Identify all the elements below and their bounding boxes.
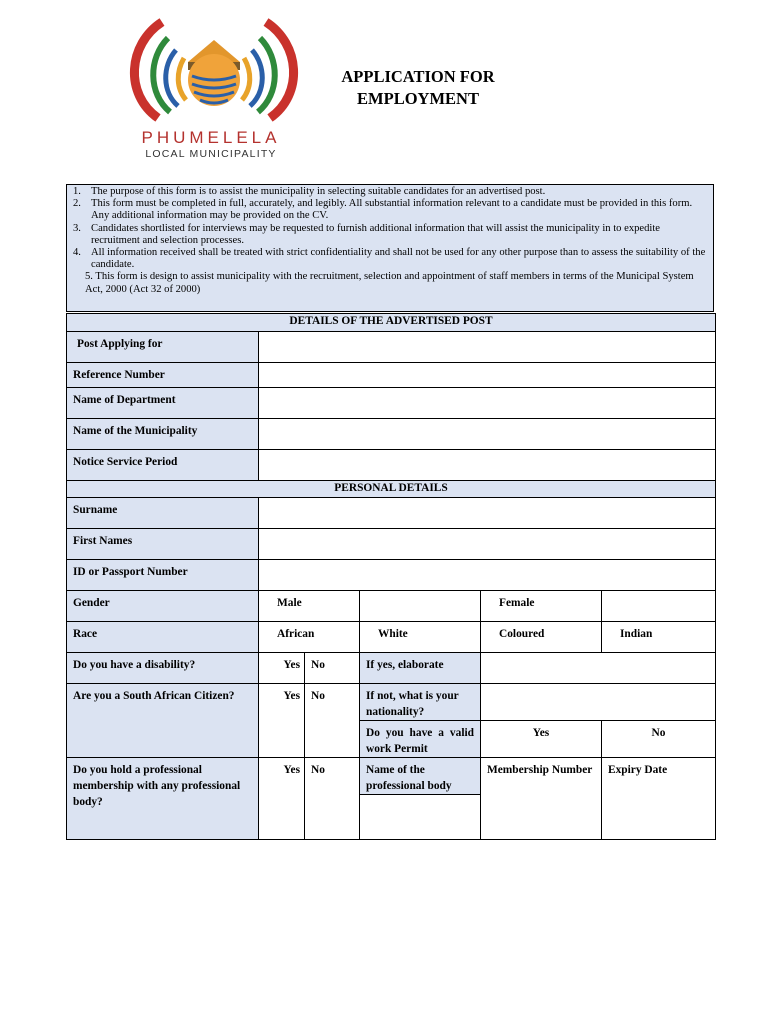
disability-yes-option[interactable]: Yes	[259, 653, 305, 684]
professional-body-label: Name of the professional body	[360, 758, 481, 795]
race-african-option[interactable]: African	[259, 622, 360, 653]
section-heading-advertised-post: DETAILS OF THE ADVERTISED POST	[67, 314, 716, 332]
nationality-label: If not, what is your nationality?	[360, 684, 481, 721]
instruction-item: 2. This form must be completed in full, accurately, and legibly. All substantial information relevant to a candidate must be provided in this form. Any additional information may be provided on the CV.	[73, 198, 693, 222]
field-label-department: Name of Department	[67, 388, 259, 419]
reference-number-input[interactable]	[259, 363, 716, 388]
field-label-membership: Do you hold a professional membership with any professional body?	[67, 758, 259, 840]
instruction-item: 5. This form is design to assist municipality with the recruitment, selection and appointment of staff members in terms of the Municipal System Act, 2000 (Act 32 of 2000)	[85, 271, 694, 295]
instruction-item: 4. All information received shall be treated with strict confidentiality and shall not be used for any other purpose than to assess the suitability of the candidate.	[73, 247, 706, 271]
field-label-race: Race	[67, 622, 259, 653]
citizen-no-option[interactable]: No	[305, 684, 360, 758]
field-label-post: Post Applying for	[67, 332, 259, 363]
field-label-surname: Surname	[67, 498, 259, 529]
instruction-item: 1. The purpose of this form is to assist the municipality in selecting suitable candidates for an advertised post.	[73, 186, 546, 197]
field-label-citizen: Are you a South African Citizen?	[67, 684, 259, 758]
instructions-list	[73, 186, 707, 296]
application-form-table	[66, 313, 716, 840]
membership-no-option[interactable]: No	[305, 758, 360, 840]
work-permit-yes-option[interactable]: Yes	[481, 721, 602, 758]
field-label-first-names: First Names	[67, 529, 259, 560]
first-names-input[interactable]	[259, 529, 716, 560]
race-white-option[interactable]: White	[360, 622, 481, 653]
disability-elaborate-label: If yes, elaborate	[360, 653, 481, 684]
professional-body-input[interactable]	[360, 795, 481, 840]
municipality-input[interactable]	[259, 419, 716, 450]
instruction-item: 3. Candidates shortlisted for interviews may be requested to furnish additional information that will assist the municipality in to expedite recruitment and selection processes.	[73, 222, 661, 246]
notice-period-input[interactable]	[259, 450, 716, 481]
form-title: APPLICATION FOR EMPLOYMENT	[341, 67, 495, 108]
post-applying-input[interactable]	[259, 332, 716, 363]
membership-yes-option[interactable]: Yes	[259, 758, 305, 840]
disability-no-option[interactable]: No	[305, 653, 360, 684]
citizen-yes-option[interactable]: Yes	[259, 684, 305, 758]
race-coloured-option[interactable]: Coloured	[481, 622, 602, 653]
nationality-input[interactable]	[481, 684, 716, 721]
department-input[interactable]	[259, 388, 716, 419]
field-label-reference: Reference Number	[67, 363, 259, 388]
id-number-input[interactable]	[259, 560, 716, 591]
instructions-box	[66, 184, 714, 312]
gender-female-box[interactable]	[602, 591, 716, 622]
field-label-disability: Do you have a disability?	[67, 653, 259, 684]
section-heading-personal: PERSONAL DETAILS	[67, 481, 716, 498]
field-label-municipality: Name of the Municipality	[67, 419, 259, 450]
gender-male-label: Male	[259, 591, 360, 622]
work-permit-label: Do you have a valid work Permit	[360, 721, 481, 758]
race-indian-option[interactable]: Indian	[602, 622, 716, 653]
field-label-gender: Gender	[67, 591, 259, 622]
field-label-id: ID or Passport Number	[67, 560, 259, 591]
membership-number-label: Membership Number	[481, 758, 602, 840]
field-label-notice-period: Notice Service Period	[67, 450, 259, 481]
logo-subtitle: LOCAL MUNICIPALITY	[145, 148, 277, 160]
disability-elaborate-input[interactable]	[481, 653, 716, 684]
gender-male-box[interactable]	[360, 591, 481, 622]
logo-name: PHUMELELA	[141, 128, 281, 147]
expiry-date-label: Expiry Date	[602, 758, 716, 840]
work-permit-no-option[interactable]: No	[602, 721, 716, 758]
surname-input[interactable]	[259, 498, 716, 529]
gender-female-label: Female	[481, 591, 602, 622]
